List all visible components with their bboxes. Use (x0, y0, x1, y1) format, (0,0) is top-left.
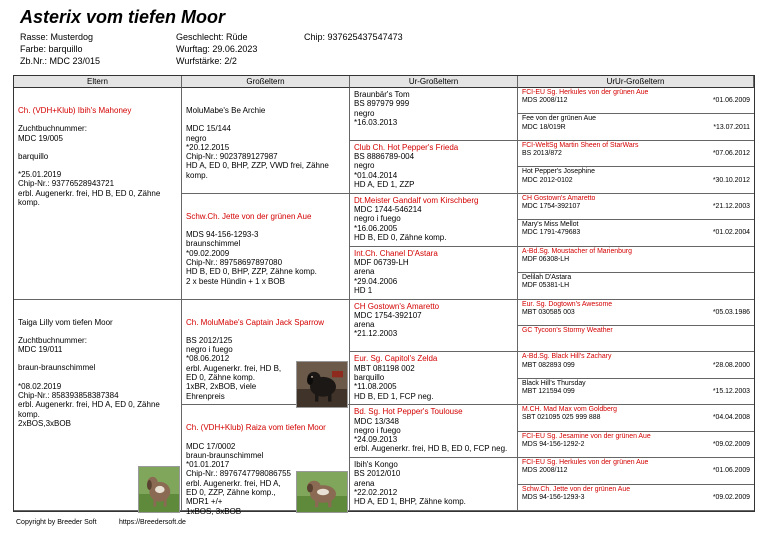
chip-text: Chip: 937625437547473 (304, 32, 403, 42)
great-grandparents-cell (350, 405, 518, 458)
gg-grandparents-cell (518, 405, 754, 431)
dog-detail-line: Chip-Nr.: 9023789127987 (186, 152, 278, 162)
gg-grandparents-cell (518, 220, 754, 246)
dog-detail-line: MDC 13/348 (354, 416, 399, 426)
dog-name: Bd. Sg. Hot Pepper's Toulouse (354, 407, 463, 417)
dog-detail-line: erbl. Augenerkr. frei, HD A, ED 0, Zähne (18, 400, 160, 410)
registration-number: MDS 2008/112 (522, 97, 568, 105)
birth-date: *30.10.2012 (712, 176, 750, 184)
sex-text: Geschlecht: Rüde (176, 32, 248, 42)
dog-detail-line: braunschimmel (186, 239, 241, 249)
dog-detail-line: MDC 15/144 (186, 124, 231, 134)
dog-name: CH Gostown's Amaretto (354, 301, 440, 311)
great-grandparents-cell (350, 247, 518, 300)
dog-detail-line: *11.08.2005 (354, 382, 397, 392)
dog-detail-line: *29.04.2006 (354, 276, 398, 286)
birth-date: *15.12.2003 (712, 388, 750, 396)
dog-detail-line: MDS 94-156-1293-3 (186, 230, 259, 240)
dog-details (522, 309, 750, 317)
dog-name: Taiga Lilly vom tiefen Moor (18, 317, 113, 327)
birth-date: *21.12.2003 (712, 202, 750, 210)
birth-date: *04.04.2008 (712, 414, 750, 422)
dog-detail-line: 2 x beste Hündin + 1 x BOB (186, 276, 285, 286)
dog-detail-line: *25.01.2019 (18, 170, 62, 180)
dog-detail-line (18, 327, 177, 336)
dog-details (522, 150, 750, 158)
gg-grandparents-cell (518, 326, 754, 352)
footer-url: https://Breedersoft.de (119, 519, 186, 526)
dog-detail-line: MDR1 +/+ (186, 497, 223, 507)
dog-name: Hot Pepper's Josephine (522, 168, 595, 176)
dog-detail-line: braun-braunschimmel (18, 363, 96, 373)
dog-detail-line: Chip-Nr.: 89758697897080 (186, 257, 283, 267)
dog-detail-line: BS 2012/125 (186, 335, 233, 345)
dog-detail-line: *08.02.2019 (18, 381, 62, 391)
dog-name: Ibih's Kongo (354, 460, 398, 470)
dog-detail-line: *24.09.2013 (354, 435, 398, 445)
dog-detail-line: barquillo (18, 151, 49, 161)
birth-date: *09.02.2009 (712, 440, 750, 448)
dog-detail-line: arena (354, 320, 375, 330)
gg-grandparents-cell (518, 141, 754, 167)
dog-detail-line: MDC 19/011 (18, 345, 63, 355)
dog-name: Ch. (VDH+Klub) Ibih's Mahoney (18, 106, 132, 115)
dog-details (522, 256, 750, 264)
dog-details (522, 203, 750, 211)
birth-date: *05.03.1986 (712, 308, 750, 316)
dog-detail-line (18, 115, 177, 124)
dog-detail-line: *22.02.2012 (354, 488, 398, 498)
page-title: Asterix vom tiefen Moor (20, 7, 226, 27)
dog-detail-line (18, 373, 177, 382)
dog-detail-line: BS 897979 999 (354, 99, 410, 109)
dog-detail-line: Chip-Nr.: 8976747798086755 (186, 469, 291, 479)
dog-detail-line: negro (354, 161, 375, 171)
great-grandparents-cell (350, 458, 518, 511)
dog-detail-line: arena (354, 267, 375, 277)
dog-detail-line (18, 143, 177, 152)
dog-info-right (304, 31, 403, 43)
parents-cell (14, 88, 182, 300)
breed-text: Rasse: Musterdog (20, 32, 94, 42)
dog-detail-line: erbl. Augenerkr. frei, HD A, (186, 478, 281, 488)
gg-grandparents-cell (518, 114, 754, 140)
dog-details (522, 362, 750, 370)
dog-detail-line: negro i fuego (354, 214, 401, 224)
gg-grandparents-cell (518, 88, 754, 114)
dog-name: M.CH. Mad Max vom Goldberg (522, 406, 617, 414)
dog-name: Mary's Miss Mellot (522, 221, 579, 229)
great-grandparents-cell (350, 194, 518, 247)
gg-grandparents-cell (518, 194, 754, 220)
dog-detail-line: HD 1 (354, 285, 373, 295)
gg-grandparents-cell (518, 300, 754, 326)
dog-name: FCI-EU Sg. Herkules von der grünen Aue (522, 459, 649, 467)
dog-name: Club Ch. Hot Pepper's Frieda (354, 142, 459, 152)
dog-detail-line: BS 8886789-004 (354, 152, 415, 162)
dog-name: Schw.Ch. Jette von der grünen Aue (522, 485, 631, 493)
dog-name: FCI-EU Sg. Herkules von der grünen Aue (522, 89, 649, 96)
dog-detail-line (186, 327, 345, 336)
dog-details (522, 388, 750, 396)
gg-grandparents-cell (518, 432, 754, 458)
gg-grandparents-cell (518, 379, 754, 405)
dog-details (522, 494, 750, 502)
dog-photo-sire-of-dam (296, 361, 348, 408)
dog-detail-line (186, 433, 345, 442)
dog-name: MoluMabe's Be Archie (186, 106, 266, 115)
gg-grandparents-cell (518, 352, 754, 378)
dog-name: FCI-WeltSg Martin Sheen of StarWars (522, 141, 639, 149)
dog-detail-line: HD B, ED 0, BHP, ZZP, Zähne komp. (186, 267, 317, 277)
column-header: Großeltern (182, 76, 350, 88)
studbook-text: Zb.Nr.: MDC 23/015 (20, 56, 101, 66)
dog-detail-line (186, 115, 345, 124)
birth-date: *09.02.2009 (712, 493, 750, 501)
dog-detail-line: negro (354, 108, 375, 118)
dog-name: Fee von der grünen Aue (522, 115, 596, 123)
dog-detail-line: arena (354, 478, 375, 488)
registration-number: SBT 021095 025 999 888 (522, 414, 601, 422)
dog-detail-line: *08.06.2012 (186, 354, 230, 364)
dog-detail-line: *16.03.2013 (354, 117, 398, 127)
birthdate-text: Wurftag: 29.06.2023 (176, 44, 258, 54)
column-header: Eltern (14, 76, 182, 88)
dog-info-middle (176, 31, 257, 67)
dog-detail-line (18, 161, 177, 170)
great-grandparents-cell (350, 88, 518, 141)
gg-grandparents-cell (518, 273, 754, 299)
dog-detail-line (18, 354, 177, 363)
dog-detail-line: erbl. Augenerkr. frei, HD B, (186, 363, 282, 373)
dog-detail-line: HD A, ED 1, ZZP (354, 180, 415, 190)
dog-details (522, 441, 750, 449)
dog-detail-line: erbl. Augenerkr. frei, HD B, ED 0, FCP neg. (354, 444, 508, 454)
dog-name: Schw.Ch. Jette von der grünen Aue (186, 211, 312, 221)
dog-detail-line: HD A, ED 1, BHP, Zähne komp. (354, 497, 466, 507)
dog-detail-line: negro (186, 133, 207, 143)
dog-detail-line: braun-braunschimmel (186, 450, 264, 460)
dog-photo-dam (138, 466, 180, 513)
dog-details (522, 97, 750, 105)
great-grandparents-cell (350, 300, 518, 353)
dog-detail-line: Zuchtbuchnummer: (18, 335, 87, 345)
registration-number: MDC 1754-392107 (522, 202, 581, 210)
dog-name: GC Tycoon's Stormy Weather (522, 326, 613, 334)
gg-grandparents-cell (518, 458, 754, 484)
dog-detail-line: Chip-Nr.: 858393858387384 (18, 390, 119, 400)
dog-detail-line: 2xBOS,3xBOB (18, 418, 71, 428)
dog-detail-line (186, 221, 345, 230)
dog-details (522, 414, 750, 422)
copyright-text: Copyright by Breeder Soft (16, 519, 97, 526)
registration-number: MDS 94-156-1293-3 (522, 493, 585, 501)
registration-number: MDS 94-156-1292-2 (522, 440, 585, 448)
dog-detail-line: negro i fuego (186, 345, 233, 355)
dog-detail-line: *21.12.2003 (354, 329, 398, 339)
column-header: Ur-Großeltern (350, 76, 518, 88)
grandparents-cell (182, 88, 350, 194)
color-text: Farbe: barquillo (20, 44, 83, 54)
dog-detail-line: ED 0, ZZP, Zähne komp., (186, 488, 276, 498)
dog-detail-line: negro i fuego (354, 425, 401, 435)
dog-details (522, 177, 750, 185)
dog-details (522, 124, 750, 132)
dog-detail-line: *16.06.2005 (354, 223, 398, 233)
dog-details (522, 282, 750, 290)
dog-detail-line: MDC 1744-546214 (354, 205, 422, 215)
dog-name: A-Bd.Sg. Black Hill's Zachary (522, 353, 612, 361)
dog-detail-line: erbl. Augenerkr. frei, HD B, ED 0, Zähne (18, 188, 161, 198)
dog-detail-line: MDF 06739-LH (354, 257, 409, 267)
dog-details (522, 467, 750, 475)
dog-name: FCI-EU Sg. Jesamine von der grünen Aue (522, 432, 651, 440)
litter-size-text: Wurfstärke: 2/2 (176, 56, 237, 66)
dog-name: Eur. Sg. Capitol's Zelda (354, 354, 438, 364)
dog-detail-line: Chip-Nr.: 93776528943721 (18, 179, 115, 189)
dog-details (522, 229, 750, 237)
dog-detail-line: 1xBOS, 3xBOB (186, 506, 242, 516)
registration-number: MDC 1791-479683 (522, 229, 581, 237)
column-header: UrUr-Großeltern (518, 76, 754, 88)
dog-detail-line: komp. (186, 170, 208, 180)
dog-detail-line: komp. (18, 198, 40, 208)
registration-number: MBT 121594 099 (522, 388, 575, 396)
birth-date: *28.08.2000 (712, 361, 750, 369)
birth-date: *01.06.2009 (712, 467, 750, 475)
dog-name: Black Hill's Thursday (522, 379, 586, 387)
grandparents-cell (182, 194, 350, 300)
registration-number: MBT 030585 003 (522, 308, 575, 316)
dog-photo-dam-of-dam (296, 471, 348, 513)
registration-number: MDC 2012-0102 (522, 176, 573, 184)
birth-date: *01.02.2004 (712, 229, 750, 237)
registration-number: BS 2013/872 (522, 150, 562, 158)
gg-grandparents-cell (518, 247, 754, 273)
dog-detail-line: MDC 17/0002 (186, 441, 236, 451)
great-grandparents-cell (350, 352, 518, 405)
registration-number: MDF 05381-LH (522, 282, 570, 290)
dog-detail-line: HD B, ED 1, FCP neg. (354, 391, 434, 401)
birth-date: *07.06.2012 (712, 150, 750, 158)
dog-detail-line: barquillo (354, 372, 385, 382)
dog-detail-line: *01.01.2017 (186, 460, 230, 470)
dog-detail-line: MDC 1754-392107 (354, 310, 422, 320)
dog-name: Dt.Meister Gandalf vom Kirschberg (354, 195, 479, 205)
dog-name: Eur. Sg. Dogtown's Awesome (522, 300, 613, 308)
dog-name: A-Bd.Sg. Moustacher of Marienburg (522, 247, 632, 255)
birth-date: *01.06.2009 (712, 97, 750, 105)
birth-date: *13.07.2011 (713, 123, 750, 131)
dog-name: CH Gostown's Amaretto (522, 194, 596, 202)
dog-name: Int.Ch. Chanel D'Astara (354, 248, 438, 258)
dog-name: Ch. (VDH+Klub) Raiza vom tiefen Moor (186, 423, 326, 433)
dog-info-left (20, 31, 100, 67)
dog-name: Ch. MoluMabe's Captain Jack Sparrow (186, 317, 325, 327)
dog-detail-line: *20.12.2015 (186, 142, 230, 152)
dog-detail-line: *01.04.2014 (354, 170, 398, 180)
registration-number: MBT 082893 099 (522, 361, 575, 369)
great-grandparents-cell (350, 141, 518, 194)
registration-number: MDF 06308-LH (522, 255, 570, 263)
registration-number: MDC 18/019R (522, 123, 566, 131)
dog-detail-line: 1xBR, 2xBOB, viele (186, 382, 257, 392)
dog-detail-line: Ehrenpreis (186, 391, 225, 401)
dog-detail-line: ED 0, Zähne komp. (186, 372, 255, 382)
dog-detail-line: MBT 081198 002 (354, 363, 415, 373)
registration-number: MDS 2008/112 (522, 467, 568, 475)
dog-detail-line: *09.02.2009 (186, 248, 230, 258)
pedigree-table (13, 75, 755, 516)
dog-detail-line: BS 2012/010 (354, 469, 401, 479)
dog-name: Braunbär's Tom (354, 90, 410, 99)
dog-detail-line: MDC 19/005 (18, 133, 63, 143)
gg-grandparents-cell (518, 167, 754, 193)
dog-detail-line: HD A, ED 0, BHP, ZZP, VWD frei, Zähne (186, 161, 329, 171)
dog-detail-line: Zuchtbuchnummer: (18, 124, 87, 134)
gg-grandparents-cell (518, 485, 754, 511)
dog-detail-line: HD B, ED 0, Zähne komp. (354, 232, 447, 242)
dog-name: Delilah D'Astara (522, 274, 572, 282)
dog-detail-line: komp. (18, 409, 40, 419)
